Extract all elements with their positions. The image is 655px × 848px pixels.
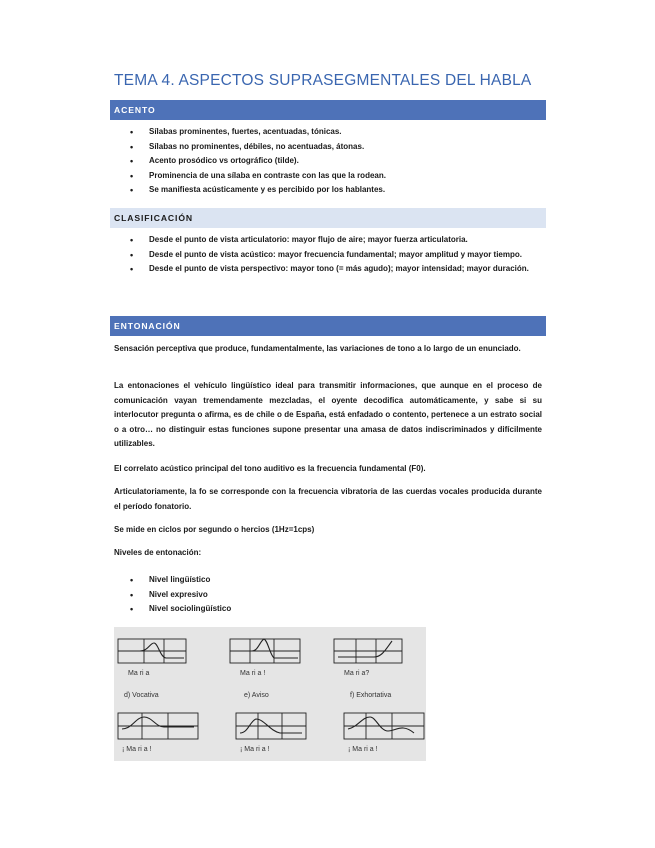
contour-grid-6: [344, 713, 424, 739]
list-item: • Nivel lingüístico: [130, 573, 542, 588]
list-item: • Nivel expresivo: [130, 588, 542, 603]
niveles-list: [130, 573, 542, 617]
list-item: • Acento prosódico vs ortográfico (tilde).: [130, 154, 542, 169]
contour-label: ¡ Ma ri a !: [348, 746, 378, 753]
list-item: • Desde el punto de vista articulatorio: mayor flujo de aire; mayor fuerza articulatoria.: [130, 233, 542, 248]
clasificacion-list: [130, 233, 542, 277]
figure-caption: e) Aviso: [244, 692, 269, 699]
list-item: • Desde el punto de vista perspectivo: mayor tono (= más agudo); mayor intensidad; mayor duración.: [130, 262, 542, 277]
paragraph: Niveles de entonación:: [114, 548, 202, 557]
list-item: • Sílabas prominentes, fuertes, acentuadas, tónicas.: [130, 125, 542, 140]
section-heading-entonacion: ENTONACIÓN: [110, 316, 546, 336]
figure-caption: f) Exhortativa: [350, 692, 392, 699]
intonation-figure: [114, 627, 426, 761]
contour-grid-1: [118, 639, 186, 663]
contour-label: Ma ri a !: [240, 670, 266, 677]
contour-grid-5: [236, 713, 306, 739]
list-item: • Sílabas no prominentes, débiles, no acentuadas, átonas.: [130, 140, 542, 155]
contour-label: Ma ri a?: [344, 670, 370, 677]
paragraph: Articulatoriamente, la fo se corresponde con la frecuencia vibratoria de las cuerdas vocales producida durante el período fonatorio.: [114, 487, 542, 511]
page-title: TEMA 4. ASPECTOS SUPRASEGMENTALES DEL HABLA: [114, 72, 532, 89]
section-heading-clasificacion: CLASIFICACIÓN: [110, 208, 546, 228]
contour-label: Ma ri a: [128, 670, 150, 677]
list-item: • Nivel sociolingüístico: [130, 602, 542, 617]
intonation-diagrams: [114, 627, 426, 761]
figure-caption: d) Vocativa: [124, 692, 159, 699]
section-heading-acento: ACENTO: [110, 100, 546, 120]
contour-grid-3: [334, 639, 402, 663]
contour-grid-2: [230, 639, 300, 663]
contour-label: ¡ Ma ri a !: [122, 746, 152, 753]
paragraph: El correlato acústico principal del tono auditivo es la frecuencia fundamental (F0).: [114, 464, 426, 473]
list-item: • Prominencia de una sílaba en contraste con las que la rodean.: [130, 169, 542, 184]
contour-grid-4: [118, 713, 198, 739]
list-item: • Se manifiesta acústicamente y es percibido por los hablantes.: [130, 183, 542, 198]
list-item: • Desde el punto de vista acústico: mayor frecuencia fundamental; mayor amplitud y mayor tiempo.: [130, 248, 542, 263]
contour-label: ¡ Ma ri a !: [240, 746, 270, 753]
paragraph: Se mide en ciclos por segundo o hercios (1Hz=1cps): [114, 525, 315, 534]
acento-list: [130, 125, 542, 198]
paragraph: Sensación perceptiva que produce, fundamentalmente, las variaciones de tono a lo largo de un enunciado.: [114, 344, 521, 353]
paragraph: La entonaciones el vehículo lingüístico ideal para transmitir informaciones, que aunque en el proceso de comunicación vayan tremendamente mezcladas, el oyente decodifica automáticamente, y sabe si su interlocutor pregunta o afirma, es de chile o de España, está enfadado o contento, pertenece a un estrato social o a otro… no distinguir estas funciones supone presentar una amasa de datos indiscriminados y difícilmente utilizables.: [114, 381, 542, 449]
